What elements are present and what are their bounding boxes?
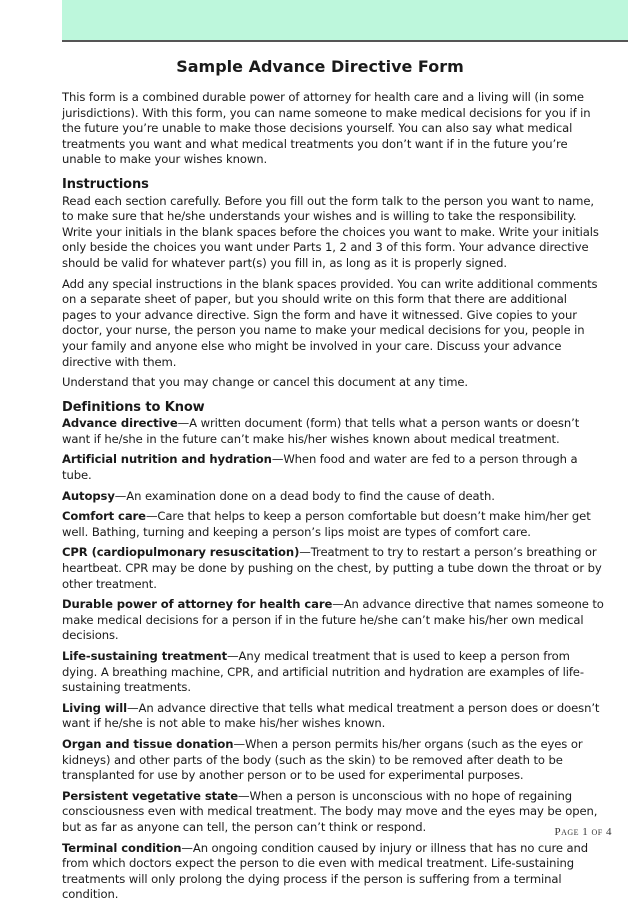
instructions-paragraph: Add any special instructions in the blank spaces provided. You can write additional comments on a separate sheet of paper, but you should write on this form that there are additional pages to your advance directive. Sign the form and have it witnessed. Give copies to your doctor, your nurse, the person you name to make your medical decisions for you, people in your family and anyone else who might be involved in your care. Discuss your advance directive with them. [62,276,598,369]
instructions-paragraph: Understand that you may change or cancel this document at any time. [62,375,469,390]
definition-item [62,789,604,836]
definition-item [62,841,604,903]
definition-term: Organ and tissue donation [62,736,234,751]
document-body [62,90,604,908]
definition-item [62,452,604,483]
definition-item [62,701,604,732]
page-title: Sample Advance Directive Form [176,57,464,76]
header-band [62,0,628,42]
definition-text: —An ongoing condition caused by injury or illness that has no cure and from which doctors expect the person to die even with medical treatment. Life-sustaining treatments will only prolong the dying process if the person is suffering from a terminal condition. [62,840,589,902]
definition-term: Living will [62,700,128,715]
definition-text: —An examination done on a dead body to find the cause of death. [114,488,495,503]
definitions-list [62,416,604,903]
definition-term: Comfort care [62,509,146,524]
definition-text: —When a person permits his/her organs (such as the eyes or kidneys) and other parts of the body (such as the skin) to be removed after death to be transplanted for use by another person or to be used for experimental purposes. [62,736,583,783]
definition-text: —Any medical treatment that is used to keep a person from dying. A breathing machine, CPR, and artificial nutrition and hydration are examples of life-sustaining treatments. [62,649,584,695]
instructions-heading: Instructions [62,176,149,192]
definition-text: —An advance directive that names someone to make medical decisions for a person if in the future he/she can’t make his/her own medical decisions. [62,597,604,643]
definition-item [62,509,604,540]
definitions-heading: Definitions to Know [62,399,205,415]
definition-term: Persistent vegetative state [62,788,238,803]
intro-paragraph: This form is a combined durable power of attorney for health care and a living will (in some jurisdictions). With this form, you can name someone to make medical decisions for you if in the future you’re unable to make those decisions yourself. You can also say what medical treatments you want and what medical treatments you don’t want if in the future you’re unable to make your wishes known. [62,90,591,167]
definition-item [62,737,604,784]
definition-term: Autopsy [62,488,115,503]
definition-text: —A written document (form) that tells what a person wants or doesn’t want if he/she in the future can’t make his/her wishes known about medical treatment. [62,416,580,446]
definition-item [62,416,604,447]
definition-text: —Treatment to try to restart a person’s breathing or heartbeat. CPR may be done by pushing on the chest, by putting a tube down the throat or by other treatment. [62,545,602,591]
definition-term: Advance directive [62,416,178,431]
definition-term: Artificial nutrition and hydration [62,452,272,467]
definition-term: Terminal condition [62,840,182,855]
definition-text: —When food and water are fed to a person through a tube. [62,452,578,483]
definition-text: —Care that helps to keep a person comfortable but doesn’t make him/her get well. Bathing, turning and keeping a person’s lips moist are types of comfort care. [62,509,591,539]
definition-term: CPR (cardiopulmonary resuscitation) [62,545,300,560]
definition-item [62,649,604,696]
definition-term: Life-sustaining treatment [62,649,228,663]
page-number: Page 1 of 4 [554,826,612,838]
definition-item [62,545,604,592]
instructions-paragraph: Read each section carefully. Before you fill out the form talk to the person you want to name, to make sure that he/she understands your wishes and is willing to take the responsibility. Write your initials in the blank spaces before the choices you want to make. Write your initials only beside the choices you want under Parts 1, 2 and 3 of this form. Your advance directive should be valid for whatever part(s) you fill in, as long as it is properly signed. [62,193,599,270]
definition-text: —When a person is unconscious with no hope of regaining consciousness even with medical treatment. The body may move and the eyes may be open, but as far as anyone can tell, the person can’t think or respond. [62,788,598,834]
definition-item [62,489,604,505]
definition-item [62,597,604,644]
definition-text: —An advance directive that tells what medical treatment a person does or doesn’t want if he/she is not able to make his/her wishes known. [62,700,600,731]
definition-term: Durable power of attorney for health care [62,597,333,612]
